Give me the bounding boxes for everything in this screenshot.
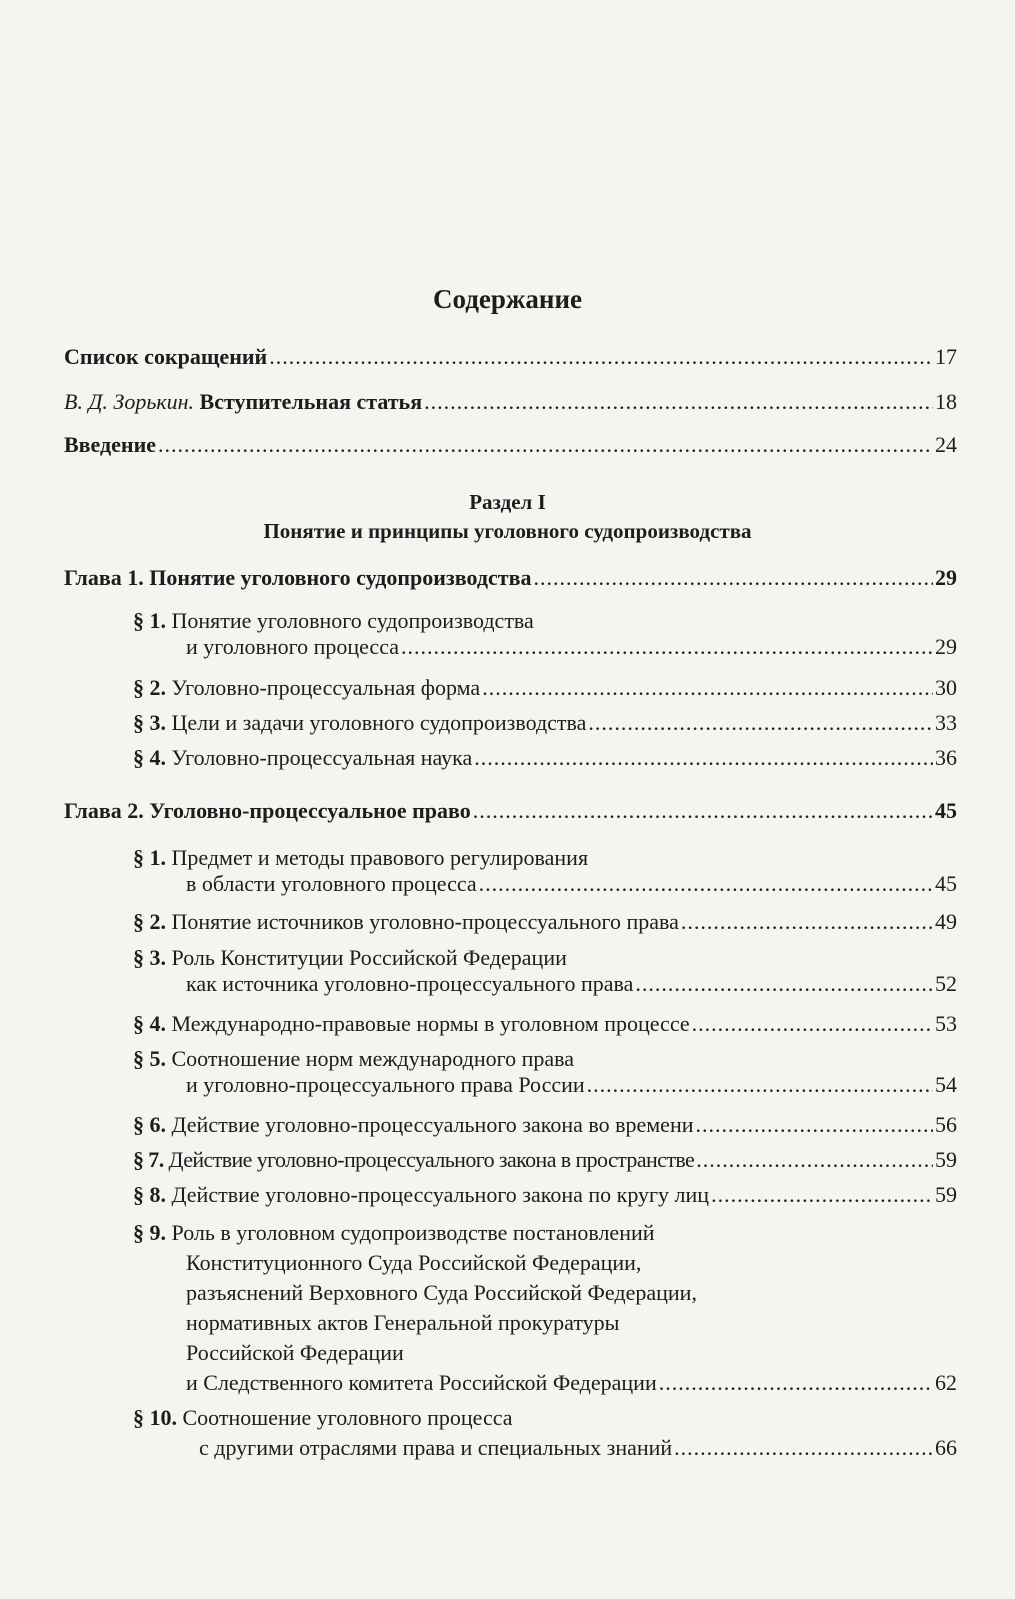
chapter-title: Глава 1. Понятие уголовного судопроизводства bbox=[64, 565, 532, 590]
toc-title: Содержание bbox=[432, 284, 583, 314]
para-page: 62 bbox=[935, 1370, 957, 1395]
leader-dots bbox=[479, 871, 933, 897]
leader-dots bbox=[482, 675, 933, 701]
leader-dots bbox=[401, 634, 933, 660]
para-number: § 5. bbox=[133, 1046, 166, 1071]
para-text: Цели и задачи уголовного судопроизводства bbox=[171, 710, 587, 735]
leader-dots bbox=[674, 1435, 933, 1461]
leader-dots bbox=[681, 909, 933, 935]
para-text-cont: и уголовно-процессуального права России bbox=[186, 1072, 585, 1097]
toc-para-2-2[interactable] bbox=[133, 909, 957, 935]
para-text: Предмет и методы правового регулирования bbox=[171, 845, 589, 870]
leader-dots bbox=[269, 344, 933, 370]
leader-dots bbox=[588, 710, 933, 736]
toc-para-2-6[interactable] bbox=[133, 1112, 957, 1138]
para-number: § 1. bbox=[133, 845, 166, 870]
toc-para-2-1[interactable] bbox=[133, 845, 957, 897]
para-page: 66 bbox=[935, 1435, 957, 1460]
chapter-title: Глава 2. Уголовно-процессуальное право bbox=[64, 798, 471, 823]
para-text: Международно-правовые нормы в уголовном процессе bbox=[171, 1011, 690, 1036]
para-text-cont: в области уголовного процесса bbox=[186, 871, 477, 896]
entry-author: В. Д. Зорькин. bbox=[64, 389, 195, 414]
leader-dots bbox=[474, 745, 933, 771]
para-number: § 10. bbox=[133, 1405, 177, 1430]
toc-chapter-1[interactable] bbox=[64, 565, 957, 591]
leader-dots bbox=[533, 565, 933, 591]
para-text-cont: Конституционного Суда Российской Федерации, bbox=[186, 1250, 642, 1275]
leader-dots bbox=[473, 798, 933, 824]
entry-text: Введение bbox=[64, 432, 157, 457]
para-text-cont: Российской Федерации bbox=[186, 1340, 404, 1365]
toc-chapter-2[interactable] bbox=[64, 798, 957, 824]
leader-dots bbox=[695, 1112, 933, 1138]
toc-para-1-3[interactable] bbox=[133, 710, 957, 736]
entry-page: 18 bbox=[935, 389, 957, 414]
para-number: § 3. bbox=[133, 945, 166, 970]
entry-text: Список сокращений bbox=[64, 344, 268, 369]
toc-entry-introduction[interactable] bbox=[64, 432, 957, 458]
para-page: 52 bbox=[935, 971, 957, 996]
para-text: Действие уголовно-процессуального закона во времени bbox=[171, 1112, 694, 1137]
entry-page: 24 bbox=[935, 432, 957, 457]
toc-para-2-9[interactable] bbox=[133, 1220, 957, 1396]
toc-para-2-7[interactable] bbox=[133, 1147, 957, 1173]
chapter-page: 45 bbox=[935, 798, 957, 823]
para-number: § 8. bbox=[133, 1182, 166, 1207]
toc-para-2-5[interactable] bbox=[133, 1046, 957, 1098]
para-text: Действие уголовно-процессуального закона в пространстве bbox=[168, 1147, 695, 1172]
toc-para-1-1[interactable] bbox=[133, 608, 957, 660]
para-number: § 6. bbox=[133, 1112, 166, 1137]
para-text-cont: с другими отраслями права и специальных знаний bbox=[199, 1435, 673, 1460]
toc-entry-foreword[interactable] bbox=[64, 389, 957, 415]
para-text: Роль Конституции Российской Федерации bbox=[171, 945, 567, 970]
leader-dots bbox=[424, 389, 933, 415]
para-number: § 1. bbox=[133, 608, 166, 633]
para-page: 45 bbox=[935, 871, 957, 896]
para-number: § 4. bbox=[133, 745, 166, 770]
para-page: 53 bbox=[935, 1011, 957, 1036]
para-text: Понятие уголовного судопроизводства bbox=[171, 608, 534, 633]
para-page: 56 bbox=[935, 1112, 957, 1137]
para-page: 59 bbox=[935, 1182, 957, 1207]
para-number: § 7. bbox=[133, 1147, 164, 1172]
para-page: 30 bbox=[935, 675, 957, 700]
para-number: § 3. bbox=[133, 710, 166, 735]
para-page: 33 bbox=[935, 710, 957, 735]
leader-dots bbox=[635, 971, 933, 997]
leader-dots bbox=[587, 1072, 933, 1098]
leader-dots bbox=[659, 1370, 933, 1396]
leader-dots bbox=[711, 1182, 933, 1208]
para-number: § 2. bbox=[133, 909, 166, 934]
para-number: § 2. bbox=[133, 675, 166, 700]
toc-para-2-10[interactable] bbox=[133, 1405, 957, 1461]
para-text: Соотношение уголовного процесса bbox=[182, 1405, 513, 1430]
section-subtitle: Понятие и принципы уголовного судопроизводства bbox=[263, 519, 752, 543]
para-page: 29 bbox=[935, 634, 957, 659]
para-page: 49 bbox=[935, 909, 957, 934]
toc-para-2-8[interactable] bbox=[133, 1182, 957, 1208]
para-text: Роль в уголовном судопроизводстве постановлений bbox=[171, 1220, 655, 1245]
toc-para-1-4[interactable] bbox=[133, 745, 957, 771]
section-title: Раздел I bbox=[469, 490, 546, 514]
para-text: Уголовно-процессуальная форма bbox=[171, 675, 481, 700]
leader-dots bbox=[692, 1011, 933, 1037]
toc-entry-abbreviations[interactable] bbox=[64, 344, 957, 370]
para-number: § 9. bbox=[133, 1220, 166, 1245]
para-text-cont: как источника уголовно-процессуального права bbox=[186, 971, 634, 996]
para-text-cont: нормативных актов Генеральной прокуратуры bbox=[186, 1310, 620, 1335]
para-text: Действие уголовно-процессуального закона по кругу лиц bbox=[171, 1182, 710, 1207]
entry-text: Вступительная статья bbox=[199, 389, 423, 414]
chapter-page: 29 bbox=[935, 565, 957, 590]
entry-page: 17 bbox=[935, 344, 957, 369]
toc-para-2-3[interactable] bbox=[133, 945, 957, 997]
para-text-cont: и Следственного комитета Российской Федерации bbox=[186, 1370, 657, 1395]
leader-dots bbox=[696, 1147, 933, 1173]
para-number: § 4. bbox=[133, 1011, 166, 1036]
toc-para-1-2[interactable] bbox=[133, 675, 957, 701]
para-text-cont: разъяснений Верховного Суда Российской Федерации, bbox=[186, 1280, 697, 1305]
para-page: 36 bbox=[935, 745, 957, 770]
para-text: Понятие источников уголовно-процессуального права bbox=[171, 909, 679, 934]
leader-dots bbox=[158, 432, 933, 458]
para-page: 54 bbox=[935, 1072, 957, 1097]
toc-para-2-4[interactable] bbox=[133, 1011, 957, 1037]
para-text: Соотношение норм международного права bbox=[171, 1046, 574, 1071]
para-text: Уголовно-процессуальная наука bbox=[171, 745, 473, 770]
para-page: 59 bbox=[935, 1147, 957, 1172]
para-text-cont: и уголовного процесса bbox=[186, 634, 399, 659]
